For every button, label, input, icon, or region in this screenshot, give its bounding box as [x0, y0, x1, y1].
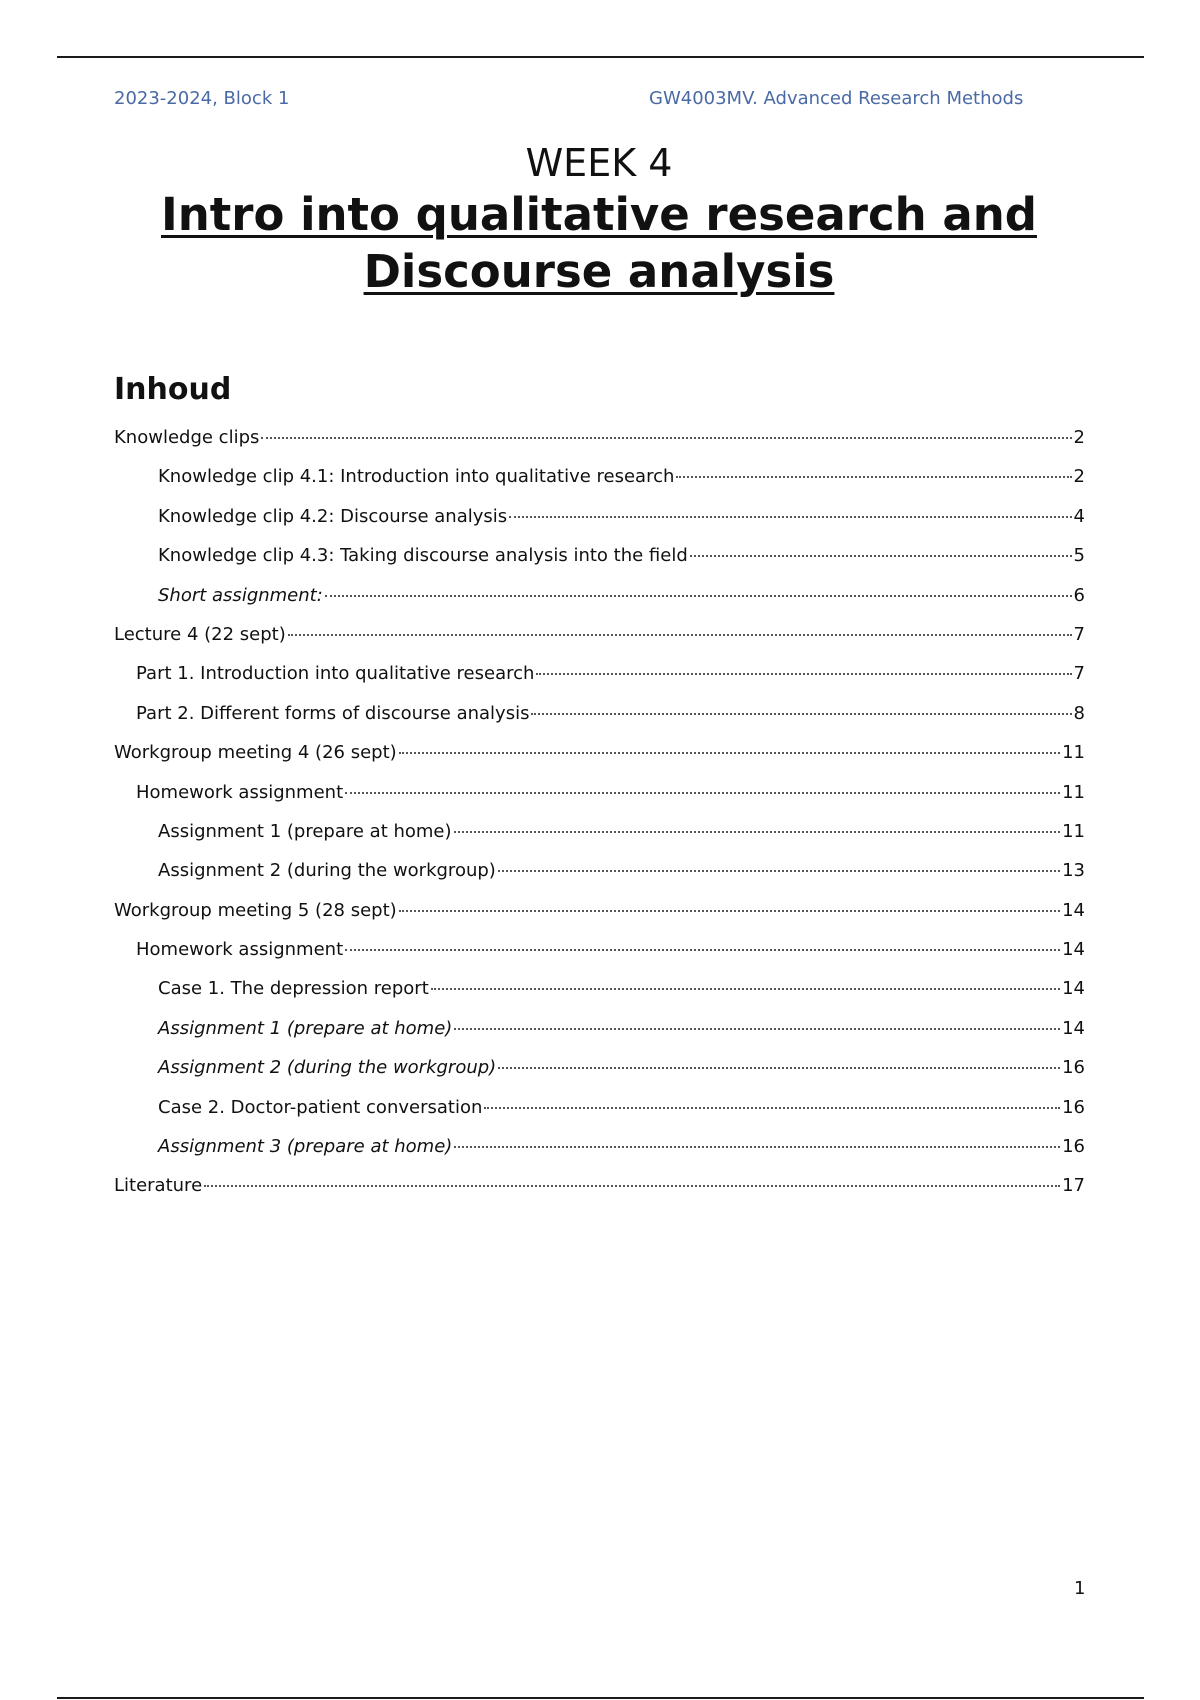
toc-entry[interactable]	[114, 1133, 1085, 1172]
toc-entry-page: 16	[1062, 1136, 1085, 1158]
toc-entry-page: 2	[1073, 466, 1085, 488]
toc-dot-leader	[325, 595, 1072, 597]
toc-entry-label: Assignment 1 (prepare at home)	[158, 820, 452, 842]
toc-entry-label: Homework assignment	[136, 939, 344, 961]
toc-entry-page: 14	[1062, 978, 1085, 1000]
toc-entry-label: Assignment 2 (during the workgroup)	[158, 1057, 497, 1079]
bottom-rule	[57, 1697, 1144, 1699]
toc-entry-label: Workgroup meeting 4 (26 sept)	[114, 742, 397, 764]
toc-entry[interactable]	[114, 975, 1085, 1014]
toc-entry[interactable]	[114, 424, 1085, 463]
toc-entry-page: 14	[1062, 899, 1085, 921]
toc-entry-page: 11	[1062, 820, 1085, 842]
document-title-line-1: Intro into qualitative research and	[161, 188, 1037, 241]
toc-entry-page: 7	[1073, 623, 1085, 645]
toc-entry-page: 16	[1062, 1057, 1085, 1079]
toc-entry[interactable]	[114, 463, 1085, 502]
toc-dot-leader	[498, 870, 1060, 872]
toc-entry[interactable]	[114, 857, 1085, 896]
toc-dot-leader	[454, 831, 1061, 833]
week-label: WEEK 4	[525, 141, 673, 185]
toc-dot-leader	[484, 1107, 1060, 1109]
toc-dot-leader	[345, 792, 1060, 794]
toc-dot-leader	[536, 673, 1071, 675]
toc-entry-label: Case 2. Doctor-patient conversation	[158, 1096, 483, 1118]
toc-entry[interactable]	[114, 660, 1085, 699]
toc-entry-page: 4	[1073, 505, 1085, 527]
toc-entry-label: Assignment 3 (prepare at home)	[158, 1136, 453, 1158]
toc-entry-label: Workgroup meeting 5 (28 sept)	[114, 899, 397, 921]
toc-entry[interactable]	[114, 1094, 1085, 1133]
toc-entry-label: Knowledge clip 4.1: Introduction into qualitative research	[158, 466, 675, 488]
page-number: 1	[1074, 1578, 1086, 1599]
toc-entry[interactable]	[114, 739, 1085, 778]
toc-entry[interactable]	[114, 1172, 1085, 1211]
toc-entry-page: 17	[1062, 1175, 1085, 1197]
toc-dot-leader	[288, 634, 1072, 636]
toc-entry[interactable]	[114, 621, 1085, 660]
toc-dot-leader	[204, 1185, 1060, 1187]
toc-dot-leader	[431, 988, 1060, 990]
toc-dot-leader	[399, 910, 1060, 912]
toc-entry[interactable]	[114, 542, 1085, 581]
toc-entry-label: Short assignment:	[158, 584, 323, 606]
toc-entry[interactable]	[114, 582, 1085, 621]
toc-entry-label: Knowledge clip 4.3: Taking discourse analysis into the field	[158, 545, 688, 567]
toc-entry-label: Lecture 4 (22 sept)	[114, 623, 286, 645]
toc-dot-leader	[690, 555, 1072, 557]
toc-entry[interactable]	[114, 700, 1085, 739]
toc-dot-leader	[676, 476, 1071, 478]
toc-entry-page: 14	[1062, 939, 1085, 961]
toc-entry-label: Literature	[114, 1175, 203, 1197]
toc-dot-leader	[509, 516, 1071, 518]
toc-entry-page: 14	[1062, 1017, 1085, 1039]
toc-entry-page: 13	[1062, 860, 1085, 882]
toc-entry-page: 11	[1062, 781, 1085, 803]
title-block	[114, 140, 1084, 300]
toc-entry[interactable]	[114, 1054, 1085, 1093]
top-rule	[57, 56, 1144, 58]
toc-entry-label: Knowledge clip 4.2: Discourse analysis	[158, 505, 508, 527]
toc-entry-page: 7	[1073, 663, 1085, 685]
toc-dot-leader	[345, 949, 1060, 951]
toc-heading: Inhoud	[114, 372, 232, 407]
running-header	[114, 88, 1030, 112]
toc-entry[interactable]	[114, 779, 1085, 818]
toc-dot-leader	[454, 1028, 1060, 1030]
toc-entry-page: 11	[1062, 742, 1085, 764]
table-of-contents	[114, 424, 1085, 1212]
header-term: 2023-2024, Block 1	[114, 88, 290, 109]
toc-entry-label: Part 2. Different forms of discourse analysis	[136, 702, 530, 724]
toc-entry-label: Assignment 1 (prepare at home)	[158, 1017, 453, 1039]
toc-dot-leader	[399, 752, 1060, 754]
toc-entry-label: Assignment 2 (during the workgroup)	[158, 860, 496, 882]
toc-entry-label: Part 1. Introduction into qualitative research	[136, 663, 535, 685]
toc-entry[interactable]	[114, 503, 1085, 542]
toc-entry-page: 5	[1073, 545, 1085, 567]
toc-entry-page: 2	[1073, 427, 1085, 448]
toc-entry-label: Case 1. The depression report	[158, 978, 429, 1000]
toc-dot-leader	[454, 1146, 1060, 1148]
toc-dot-leader	[261, 437, 1071, 439]
toc-entry[interactable]	[114, 936, 1085, 975]
toc-dot-leader	[498, 1067, 1060, 1069]
document-title-line-2: Discourse analysis	[363, 245, 835, 298]
toc-entry[interactable]	[114, 897, 1085, 936]
document-title	[114, 186, 1084, 300]
header-course: GW4003MV. Advanced Research Methods	[649, 88, 1024, 109]
toc-entry-label: Knowledge clips	[114, 427, 260, 448]
toc-entry-page: 8	[1073, 702, 1085, 724]
toc-entry[interactable]	[114, 818, 1085, 857]
toc-entry[interactable]	[114, 1015, 1085, 1054]
toc-entry-page: 6	[1073, 584, 1085, 606]
toc-entry-label: Homework assignment	[136, 781, 344, 803]
toc-entry-page: 16	[1062, 1096, 1085, 1118]
toc-dot-leader	[531, 713, 1071, 715]
